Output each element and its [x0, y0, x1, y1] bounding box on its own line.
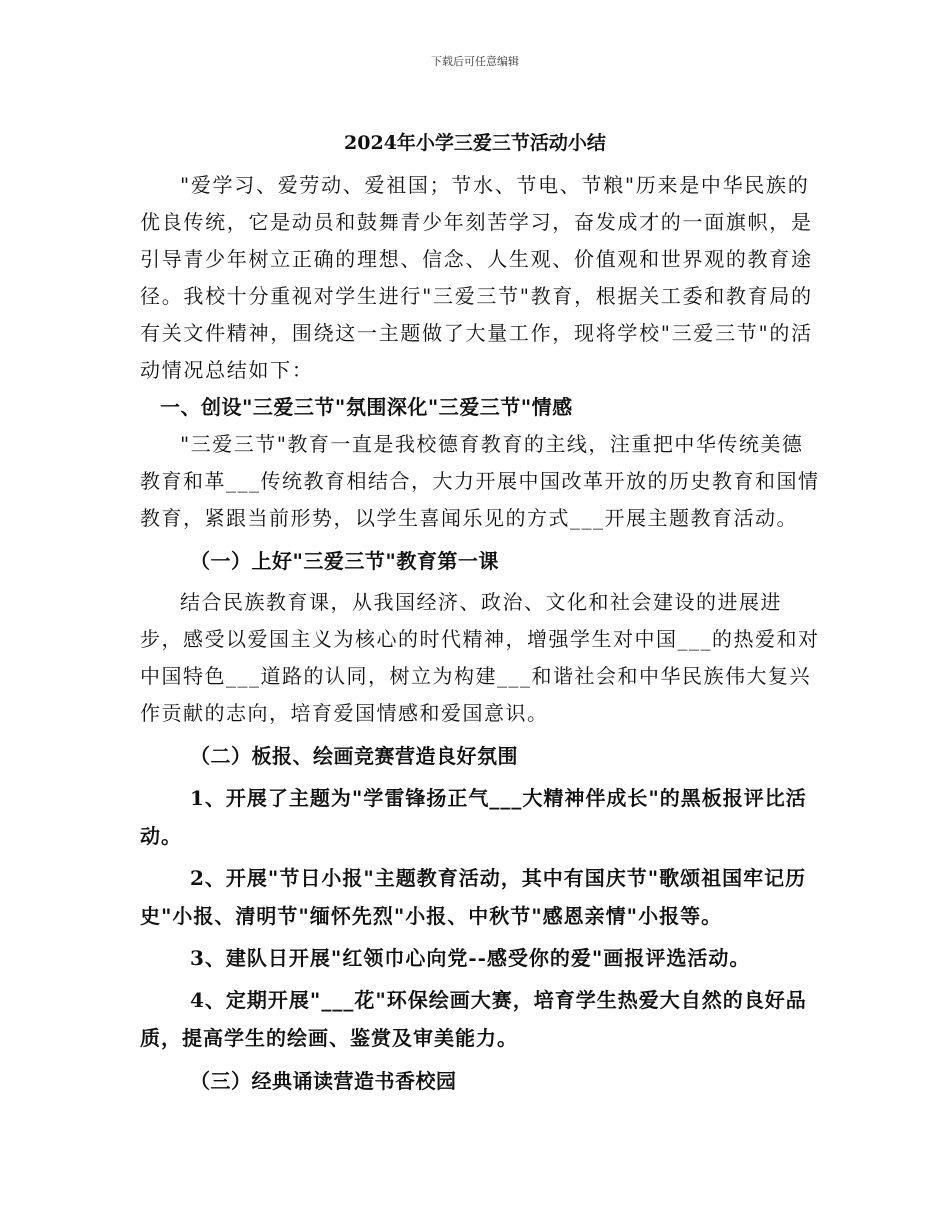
section-1-heading: 一、创设"三爱三节"氛围深化"三爱三节"情感 [160, 395, 573, 419]
intro-paragraph: "爱学习、爱劳动、爱祖国；节水、节电、节粮"历来是中华民族的优良传统，它是动员和鼓舞青少年刻苦学习，奋发成才的一面旗帜，是引导青少年树立正确的理想、信念、人生观、价值观和世界观的教育途径。我校十分重视对学生进行"三爱三节"教育，根据关工委和教育局的有关文件精神，围绕这一主题做了大量工作，现将学校"三爱三节"的活动情况总结如下： [140, 173, 813, 382]
subsection-3-heading: （三）经典诵读营造书香校园 [190, 1069, 457, 1093]
subsection-1-paragraph: 结合民族教育课，从我国经济、政治、文化和社会建设的进展进步，感受以爱国主义为核心的时代精神，增强学生对中国___的热爱和对中国特色___道路的认同，树立为构建___和谐社会和中华民族伟大复兴作贡献的志向，培育爱国情感和爱国意识。 [140, 590, 820, 725]
subsection-2-heading: （二）板报、绘画竞赛营造良好氛围 [190, 744, 518, 768]
list-item: 3、建队日开展"红领巾心向党--感受你的爱"画报评选活动。 [190, 946, 751, 970]
section-1-paragraph: "三爱三节"教育一直是我校德育教育的主线，注重把中华传统美德教育和革___传统教育相结合，大力开展中国改革开放的历史教育和国情教育，紧跟当前形势，以学生喜闻乐见的方式___开展主题教育活动。 [140, 432, 820, 530]
list-item: 2、开展"节日小报"主题教育活动，其中有国庆节"歌颂祖国牢记历史"小报、清明节"缅怀先烈"小报、中秋节"感恩亲情"小报等。 [140, 866, 807, 928]
list-item: 1、开展了主题为"学雷锋扬正气___大精神伴成长"的黑板报评比活动。 [140, 786, 807, 848]
document-title: 2024年小学三爱三节活动小结 [344, 132, 606, 154]
page-header-note: 下载后可任意编辑 [431, 55, 519, 68]
document-body [140, 167, 820, 1104]
list-item: 4、定期开展"___花"环保绘画大赛，培育学生热爱大自然的良好品质，提高学生的绘画、鉴赏及审美能力。 [140, 988, 807, 1050]
subsection-1-heading: （一）上好"三爱三节"教育第一课 [190, 549, 499, 573]
